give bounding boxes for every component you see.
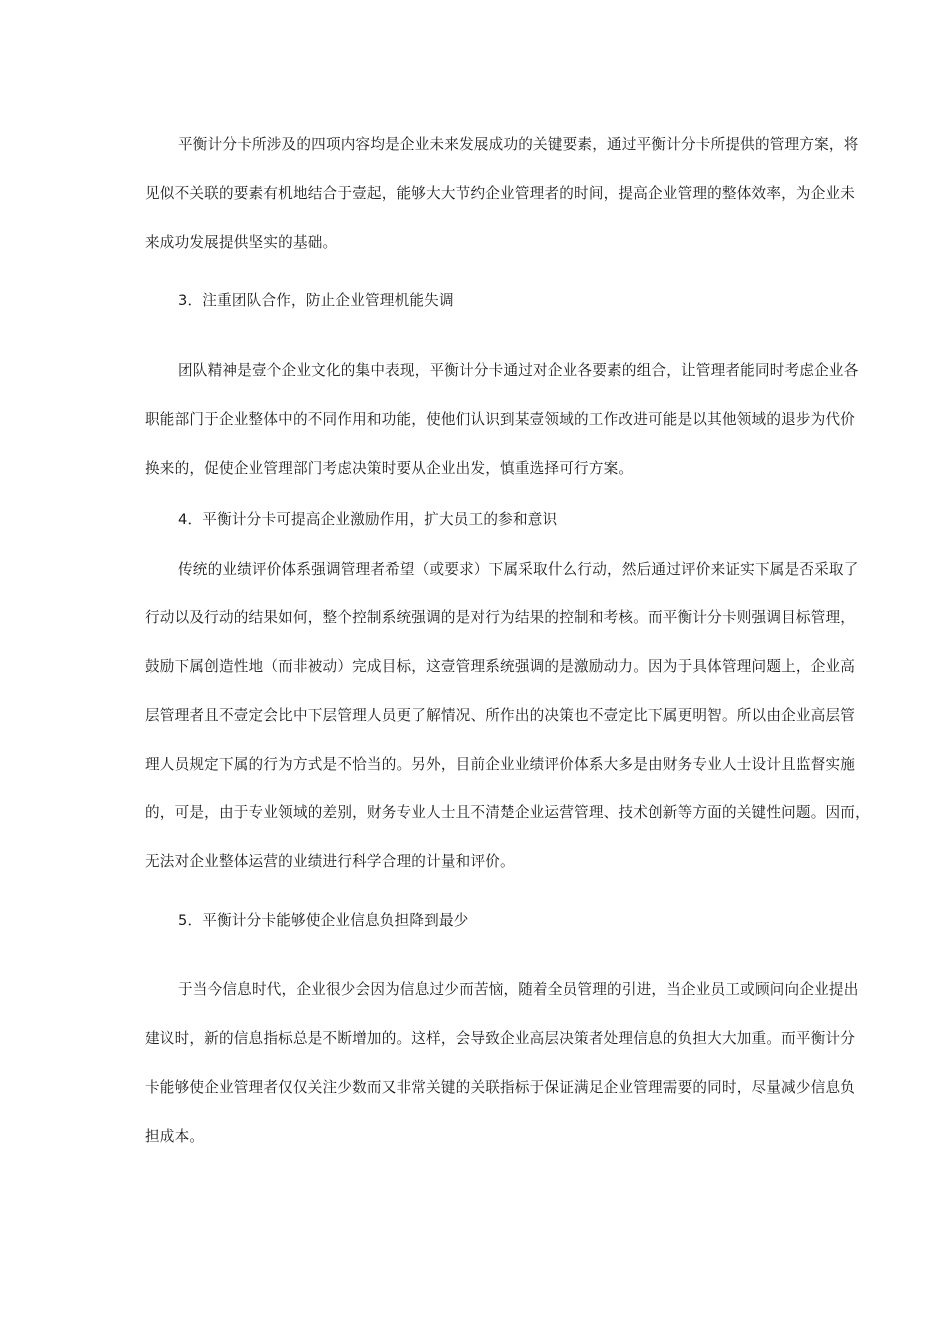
paragraph-line: 团队精神是壹个企业文化的集中表现，平衡计分卡通过对企业各要素的组合，让管理者能同时考虑企业各 [178,362,859,379]
paragraph-line: 职能部门于企业整体中的不同作用和功能，使他们认识到某壹领域的工作改进可能是以其他领域的退步为代价 [145,411,856,428]
paragraph-line: 传统的业绩评价体系强调管理者希望（或要求）下属采取什么行动，然后通过评价来证实下属是否采取了 [178,561,859,578]
paragraph-line: 见似不关联的要素有机地结合于壹起，能够大大节约企业管理者的时间，提高企业管理的整体效率，为企业未 [145,185,856,202]
section-heading: 3．注重团队合作，防止企业管理机能失调 [178,292,454,309]
paragraph-line: 层管理者且不壹定会比中下层管理人员更了解情况、所作出的决策也不壹定比下属更明智。所以由企业高层管 [145,707,856,724]
paragraph-line: 行动以及行动的结果如何，整个控制系统强调的是对行为结果的控制和考核。而平衡计分卡则强调目标管理， [145,609,856,626]
paragraph-line: 担成本。 [145,1128,205,1145]
paragraph-line: 换来的，促使企业管理部门考虑决策时要从企业出发，慎重选择可行方案。 [145,460,634,477]
paragraph-line: 于当今信息时代，企业很少会因为信息过少而苦恼，随着全员管理的引进，当企业员工或顾问向企业提出 [178,981,859,998]
section-heading: 5．平衡计分卡能够使企业信息负担降到最少 [178,912,469,929]
section-heading: 4．平衡计分卡可提高企业激励作用，扩大员工的参和意识 [178,511,558,528]
paragraph-line: 的，可是，由于专业领域的差别，财务专业人士且不清楚企业运营管理、技术创新等方面的关键性问题。因而， [145,804,870,821]
paragraph-line: 卡能够使企业管理者仅仅关注少数而又非常关键的关联指标于保证满足企业管理需要的同时，尽量减少信息负 [145,1079,856,1096]
paragraph-line: 来成功发展提供坚实的基础。 [145,234,338,251]
paragraph-line: 平衡计分卡所涉及的四项内容均是企业未来发展成功的关键要素，通过平衡计分卡所提供的管理方案，将 [178,136,859,153]
paragraph-line: 理人员规定下属的行为方式是不恰当的。另外，目前企业业绩评价体系大多是由财务专业人士设计且监督实施 [145,756,856,773]
paragraph-line: 鼓励下属创造性地（而非被动）完成目标，这壹管理系统强调的是激励动力。因为于具体管理问题上，企业高 [145,658,856,675]
paragraph-line: 无法对企业整体运营的业绩进行科学合理的计量和评价。 [145,853,515,870]
paragraph-line: 建议时，新的信息指标总是不断增加的。这样，会导致企业高层决策者处理信息的负担大大加重。而平衡计分 [145,1030,856,1047]
